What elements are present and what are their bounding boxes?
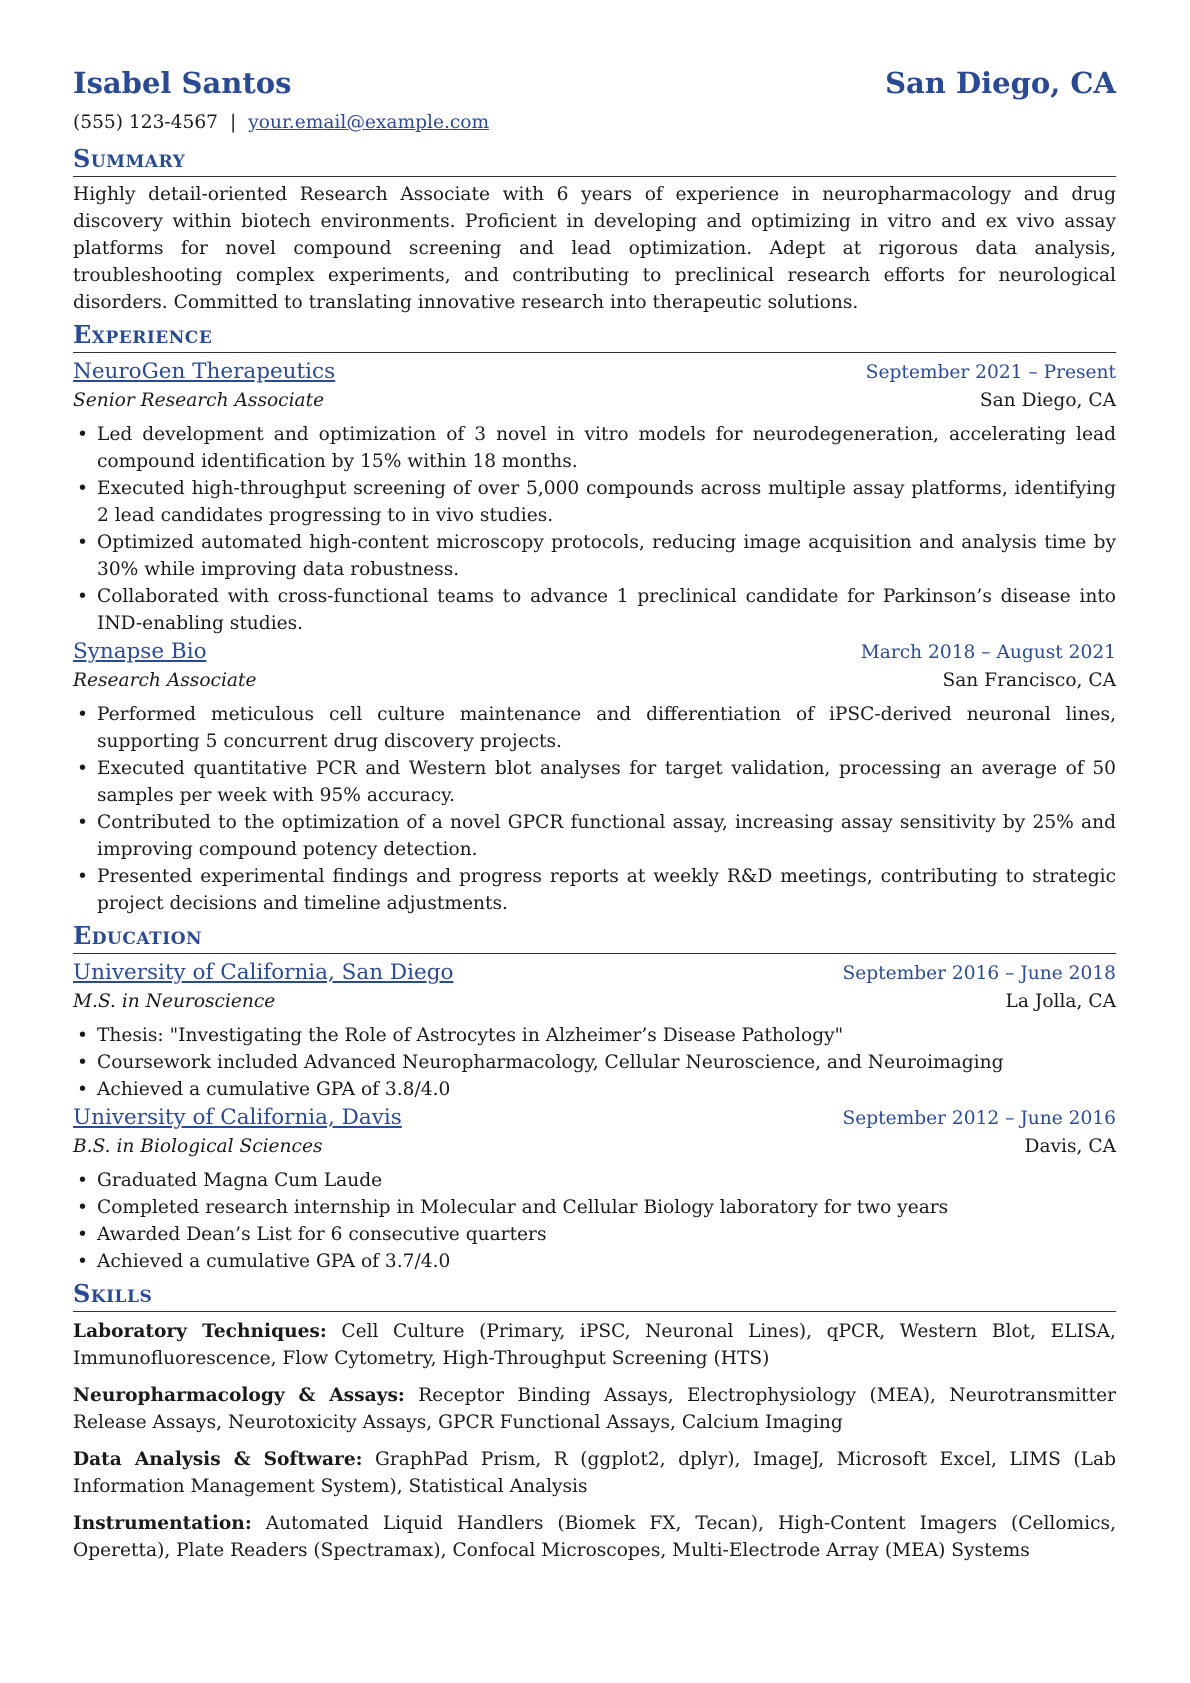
- skills-section: [73, 1279, 1116, 1564]
- skill-label: Laboratory Techniques:: [73, 1321, 327, 1342]
- bullet-list: [73, 1167, 1116, 1275]
- header: [73, 60, 1116, 106]
- skill-row: [73, 1318, 1116, 1372]
- bullet-text: Graduated Magna Cum Laude: [97, 1170, 383, 1191]
- entry-role: Research Associate: [73, 670, 257, 691]
- bullet-text: Awarded Dean’s List for 6 consecutive quarters: [97, 1224, 547, 1245]
- section-title-education: Education: [73, 921, 1116, 954]
- bullet-dot: •: [77, 812, 88, 833]
- entry-role: M.S. in Neuroscience: [73, 991, 276, 1012]
- bullet-dot: •: [77, 586, 88, 607]
- entry-header: [73, 1103, 1116, 1133]
- bullet-item: [77, 1221, 1116, 1248]
- bullet-item: [77, 1248, 1116, 1275]
- entry-location: La Jolla, CA: [1005, 991, 1116, 1012]
- bullet-item: [77, 1167, 1116, 1194]
- entry-location: Davis, CA: [1024, 1136, 1116, 1157]
- entry-dates: September 2016 – June 2018: [842, 963, 1116, 984]
- bullet-item: [77, 755, 1116, 809]
- entry-location: San Diego, CA: [979, 390, 1116, 411]
- entry-subheader: [73, 387, 1116, 415]
- bullet-dot: •: [77, 866, 88, 887]
- bullet-dot: •: [77, 1025, 88, 1046]
- bullet-dot: •: [77, 1197, 88, 1218]
- contact-line: [73, 106, 1116, 140]
- organization-link[interactable]: University of California, Davis: [73, 1105, 402, 1130]
- skills-list: [73, 1318, 1116, 1564]
- bullet-dot: •: [77, 1224, 88, 1245]
- bullet-text: Achieved a cumulative GPA of 3.8/4.0: [97, 1079, 451, 1100]
- bullet-item: [77, 809, 1116, 863]
- experience-entries: [73, 357, 1116, 917]
- skill-row: [73, 1382, 1116, 1436]
- candidate-name: Isabel Santos: [73, 66, 292, 100]
- skill-text: Receptor Binding Assays, Electrophysiology (MEA), Neurotransmitter Release Assays, Neurotoxicity Assays, GPCR Functional Assays, Calcium Imaging: [73, 1385, 1117, 1433]
- skill-text: Cell Culture (Primary, iPSC, Neuronal Lines), qPCR, Western Blot, ELISA, Immunofluorescence, Flow Cytometry, High-Throughput Screening (HTS): [73, 1321, 1116, 1369]
- bullet-item: [77, 421, 1116, 475]
- entry-location: San Francisco, CA: [942, 670, 1116, 691]
- entry-header: [73, 357, 1116, 387]
- section-title-summary: Summary: [73, 144, 1116, 177]
- section-title-experience: Experience: [73, 320, 1116, 353]
- bullet-item: [77, 529, 1116, 583]
- education-entry: [73, 958, 1116, 1103]
- education-section: [73, 921, 1116, 1275]
- skill-row: [73, 1510, 1116, 1564]
- candidate-location: San Diego, CA: [885, 66, 1116, 100]
- skill-label: Neuropharmacology & Assays:: [73, 1385, 405, 1406]
- bullet-item: [77, 1194, 1116, 1221]
- bullet-dot: •: [77, 424, 88, 445]
- education-entry: [73, 1103, 1116, 1275]
- bullet-text: Led development and optimization of 3 novel in vitro models for neurodegeneration, accelerating lead compound identification by 15% within 18 months.: [97, 424, 1116, 472]
- bullet-text: Thesis: "Investigating the Role of Astrocytes in Alzheimer’s Disease Pathology": [97, 1025, 844, 1046]
- entry-subheader: [73, 988, 1116, 1016]
- bullet-item: [77, 701, 1116, 755]
- contact-separator: |: [230, 112, 237, 133]
- summary-section: [73, 144, 1116, 316]
- bullet-item: [77, 1022, 1116, 1049]
- entry-role: B.S. in Biological Sciences: [73, 1136, 323, 1157]
- skill-label: Data Analysis & Software:: [73, 1449, 363, 1470]
- bullet-text: Executed quantitative PCR and Western blot analyses for target validation, processing an average of 50 samples per week with 95% accuracy.: [97, 758, 1116, 806]
- section-title-skills: Skills: [73, 1279, 1116, 1312]
- organization-link[interactable]: Synapse Bio: [73, 639, 207, 664]
- bullet-dot: •: [77, 1251, 88, 1272]
- education-entries: [73, 958, 1116, 1275]
- entry-header: [73, 637, 1116, 667]
- bullet-list: [73, 1022, 1116, 1103]
- bullet-text: Executed high-throughput screening of over 5,000 compounds across multiple assay platforms, identifying 2 lead candidates progressing to in vivo studies.: [97, 478, 1116, 526]
- experience-section: [73, 320, 1116, 917]
- bullet-text: Completed research internship in Molecular and Cellular Biology laboratory for two years: [97, 1197, 949, 1218]
- bullet-text: Presented experimental findings and progress reports at weekly R&D meetings, contributing to strategic project decisions and timeline adjustments.: [97, 866, 1116, 914]
- entry-header: [73, 958, 1116, 988]
- bullet-dot: •: [77, 478, 88, 499]
- organization-link[interactable]: NeuroGen Therapeutics: [73, 359, 336, 384]
- bullet-dot: •: [77, 758, 88, 779]
- bullet-text: Contributed to the optimization of a novel GPCR functional assay, increasing assay sensitivity by 25% and improving compound potency detection.: [97, 812, 1116, 860]
- bullet-dot: •: [77, 704, 88, 725]
- entry-dates: September 2021 – Present: [865, 362, 1116, 383]
- experience-entry: [73, 357, 1116, 637]
- entry-dates: March 2018 – August 2021: [860, 642, 1116, 663]
- bullet-dot: •: [77, 532, 88, 553]
- bullet-dot: •: [77, 1079, 88, 1100]
- bullet-text: Collaborated with cross-functional teams to advance 1 preclinical candidate for Parkinson’s disease into IND-enabling studies.: [97, 586, 1116, 634]
- bullet-text: Optimized automated high-content microscopy protocols, reducing image acquisition and analysis time by 30% while improving data robustness.: [97, 532, 1116, 580]
- email-link[interactable]: your.email@example.com: [248, 112, 490, 133]
- bullet-list: [73, 701, 1116, 917]
- organization-link[interactable]: University of California, San Diego: [73, 960, 454, 985]
- skill-text: GraphPad Prism, R (ggplot2, dplyr), ImageJ, Microsoft Excel, LIMS (Lab Information Management System), Statistical Analysis: [73, 1449, 1116, 1497]
- bullet-item: [77, 863, 1116, 917]
- bullet-item: [77, 1076, 1116, 1103]
- bullet-dot: •: [77, 1052, 88, 1073]
- entry-subheader: [73, 667, 1116, 695]
- entry-role: Senior Research Associate: [73, 390, 325, 411]
- bullet-item: [77, 1049, 1116, 1076]
- entry-subheader: [73, 1133, 1116, 1161]
- skill-row: [73, 1446, 1116, 1500]
- bullet-item: [77, 475, 1116, 529]
- bullet-list: [73, 421, 1116, 637]
- experience-entry: [73, 637, 1116, 917]
- entry-dates: September 2012 – June 2016: [842, 1108, 1116, 1129]
- bullet-text: Performed meticulous cell culture maintenance and differentiation of iPSC-derived neuronal lines, supporting 5 concurrent drug discovery projects.: [97, 704, 1116, 752]
- phone: (555) 123-4567: [73, 112, 219, 133]
- skill-text: Automated Liquid Handlers (Biomek FX, Tecan), High-Content Imagers (Cellomics, Operetta), Plate Readers (Spectramax), Confocal Microscopes, Multi-Electrode Array (MEA) Systems: [73, 1513, 1116, 1561]
- bullet-item: [77, 583, 1116, 637]
- skill-label: Instrumentation:: [73, 1513, 252, 1534]
- summary-text: Highly detail-oriented Research Associate with 6 years of experience in neuropharmacology and drug discovery within biotech environments. Proficient in developing and optimizing in vitro and ex vivo assay platforms for novel compound screening and lead optimization. Adept at rigorous data analysis, troubleshooting complex experiments, and contributing to preclinical research efforts for neurological disorders. Committed to translating innovative research into therapeutic solutions.: [73, 184, 1116, 313]
- bullet-text: Coursework included Advanced Neuropharmacology, Cellular Neuroscience, and Neuroimaging: [97, 1052, 1004, 1073]
- bullet-text: Achieved a cumulative GPA of 3.7/4.0: [97, 1251, 451, 1272]
- bullet-dot: •: [77, 1170, 88, 1191]
